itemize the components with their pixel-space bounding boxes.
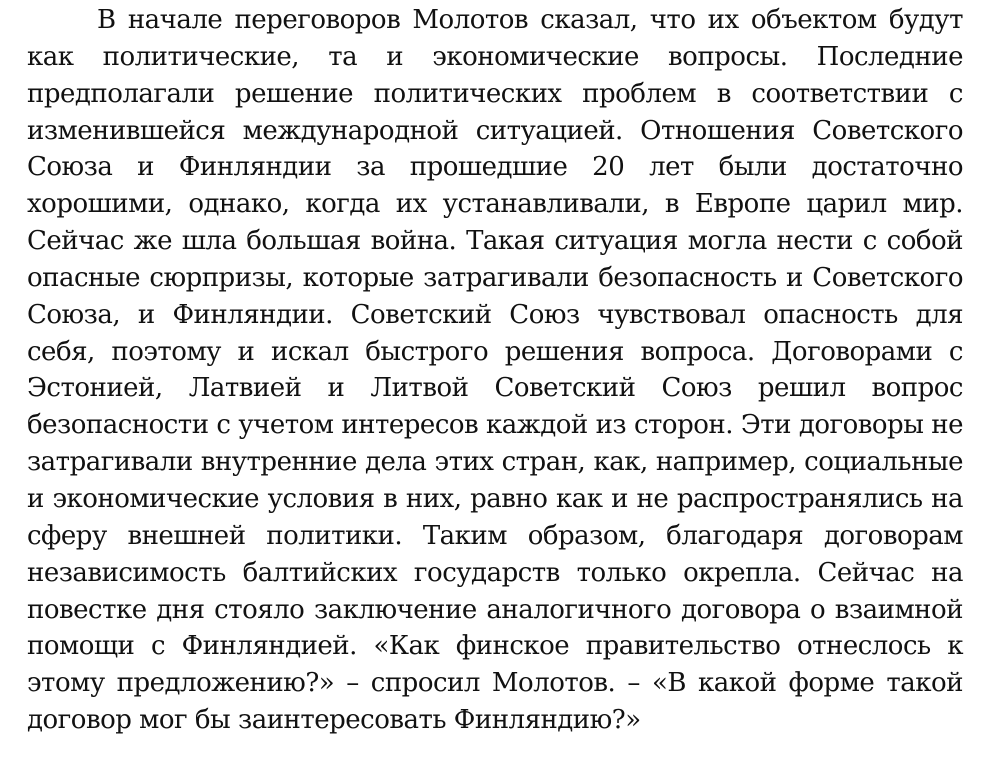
document-page <box>27 0 963 772</box>
body-paragraph: В начале переговоров Молотов сказал, что их объектом будут как политические, та и экономические вопросы. Последние предполагали решение политических проблем в соответствии с изменившейся международной ситуацией. Отношения Советского Союза и Финляндии за прошедшие 20 лет были достаточно хорошими, однако, когда их устанавливали, в Европе царил мир. Сейчас же шла большая война. Такая ситуация могла нести с собой опасные сюрпризы, которые затрагивали безопасность и Советского Союза, и Финляндии. Советский Союз чувствовал опасность для себя, поэтому и искал быстрого решения вопроса. Договорами с Эстонией, Латвией и Литвой Советский Союз решил вопрос безопасности с учетом интересов каждой из сторон. Эти договоры не затрагивали внутренние дела этих стран, как, например, социальные и экономические условия в них, равно как и не распространялись на сферу внешней политики. Таким образом, благодаря договорам независимость балтийских государств только окрепла. Сейчас на повестке дня стояло заключение аналогичного договора о взаимной помощи с Финляндией. «Как финское правительство отнеслось к этому предложению?» – спросил Молотов. – «В какой форме такой договор мог бы заинтересовать Финляндию?» <box>27 5 963 736</box>
